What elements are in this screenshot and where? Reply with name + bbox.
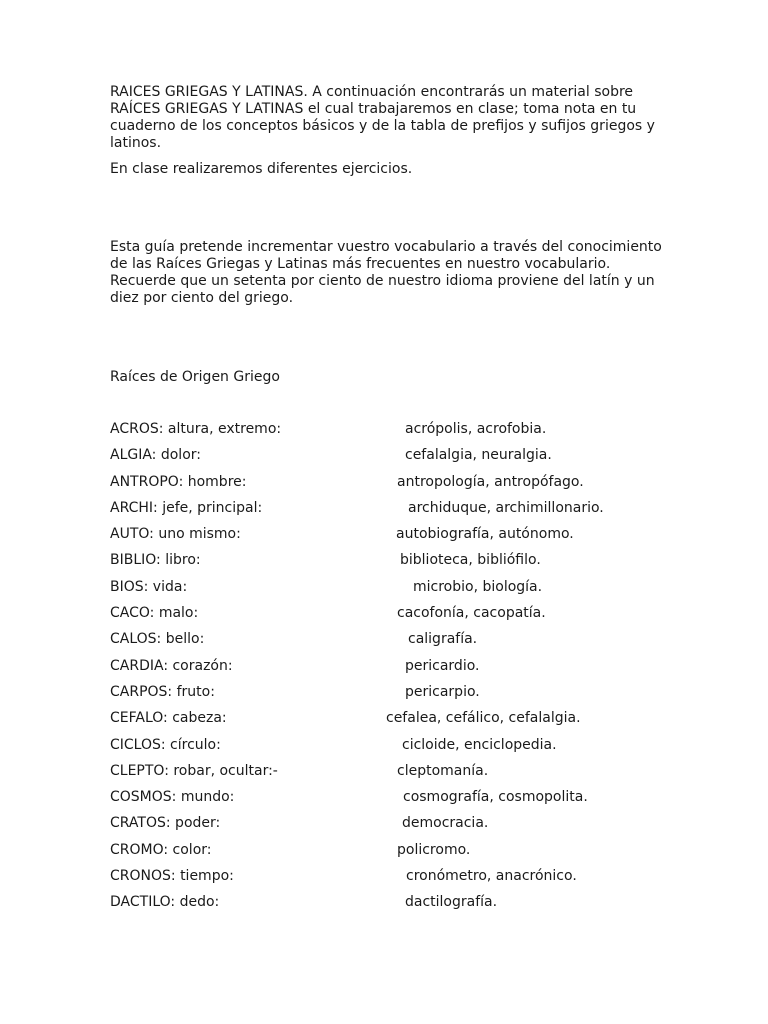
root-examples: microbio, biología. <box>413 578 543 595</box>
root-definition: CICLOS: círculo: <box>110 736 221 753</box>
root-row <box>110 763 670 789</box>
roots-list <box>110 421 670 921</box>
root-examples: pericardio. <box>405 657 480 674</box>
root-row <box>110 684 670 710</box>
root-definition: CALOS: bello: <box>110 631 205 648</box>
root-definition: DACTILO: dedo: <box>110 894 220 911</box>
root-examples: cleptomanía. <box>397 762 489 779</box>
root-row <box>110 815 670 841</box>
root-examples: biblioteca, bibliófilo. <box>400 552 541 569</box>
root-row <box>110 842 670 868</box>
root-definition: CLEPTO: robar, ocultar:- <box>110 762 278 779</box>
root-examples: cefalea, cefálico, cefalalgia. <box>386 710 581 727</box>
root-examples: pericarpio. <box>405 683 480 700</box>
root-definition: CARPOS: fruto: <box>110 683 215 700</box>
root-examples: democracia. <box>402 815 489 832</box>
root-row <box>110 868 670 894</box>
root-definition: BIOS: vida: <box>110 578 188 595</box>
root-definition: CARDIA: corazón: <box>110 657 233 674</box>
root-definition: COSMOS: mundo: <box>110 789 235 806</box>
root-row <box>110 526 670 552</box>
root-definition: CRONOS: tiempo: <box>110 868 234 885</box>
root-definition: CEFALO: cabeza: <box>110 710 227 727</box>
root-definition: CROMO: color: <box>110 841 212 858</box>
root-examples: cronómetro, anacrónico. <box>406 868 577 885</box>
root-row <box>110 737 670 763</box>
root-row <box>110 894 670 920</box>
root-row <box>110 500 670 526</box>
root-definition: CACO: malo: <box>110 605 199 622</box>
root-examples: archiduque, archimillonario. <box>408 499 604 516</box>
class-note: En clase realizaremos diferentes ejercicios. <box>110 161 413 177</box>
root-row <box>110 789 670 815</box>
root-definition: BIBLIO: libro: <box>110 552 201 569</box>
root-examples: autobiografía, autónomo. <box>396 526 574 543</box>
root-examples: dactilografía. <box>405 894 498 911</box>
root-definition: CRATOS: poder: <box>110 815 221 832</box>
root-examples: caligrafía. <box>408 631 478 648</box>
root-row <box>110 579 670 605</box>
root-row <box>110 421 670 447</box>
root-definition: ANTROPO: hombre: <box>110 473 247 490</box>
root-row <box>110 474 670 500</box>
root-definition: AUTO: uno mismo: <box>110 526 241 543</box>
root-row <box>110 447 670 473</box>
guide-paragraph: Esta guía pretende incrementar vuestro vocabulario a través del conocimiento de las Raíces Griegas y Latinas más frecuentes en nuestro vocabulario. Recuerde que un setenta por ciento de nuestro idioma proviene del latín y un diez por ciento del griego. <box>110 239 662 306</box>
root-examples: cosmografía, cosmopolita. <box>403 789 588 806</box>
root-examples: acrópolis, acrofobia. <box>405 421 547 437</box>
root-definition: ARCHI: jefe, principal: <box>110 499 263 516</box>
root-row <box>110 658 670 684</box>
root-examples: cicloide, enciclopedia. <box>402 736 557 753</box>
root-row <box>110 552 670 578</box>
root-examples: policromo. <box>397 841 471 858</box>
intro-paragraph: RAICES GRIEGAS Y LATINAS. A continuación encontrarás un material sobre RAÍCES GRIEGAS Y LATINAS el cual trabajaremos en clase; toma nota en tu cuaderno de los conceptos básicos y de la tabla de prefijos y sufijos griegos y latinos. <box>110 84 655 151</box>
root-row <box>110 710 670 736</box>
root-definition: ACROS: altura, extremo: <box>110 421 282 437</box>
root-row <box>110 605 670 631</box>
root-definition: ALGIA: dolor: <box>110 447 201 464</box>
root-examples: cacofonía, cacopatía. <box>397 605 546 622</box>
root-examples: antropología, antropófago. <box>397 473 584 490</box>
root-row <box>110 631 670 657</box>
section-title: Raíces de Origen Griego <box>110 369 280 385</box>
root-examples: cefalalgia, neuralgia. <box>405 447 552 464</box>
